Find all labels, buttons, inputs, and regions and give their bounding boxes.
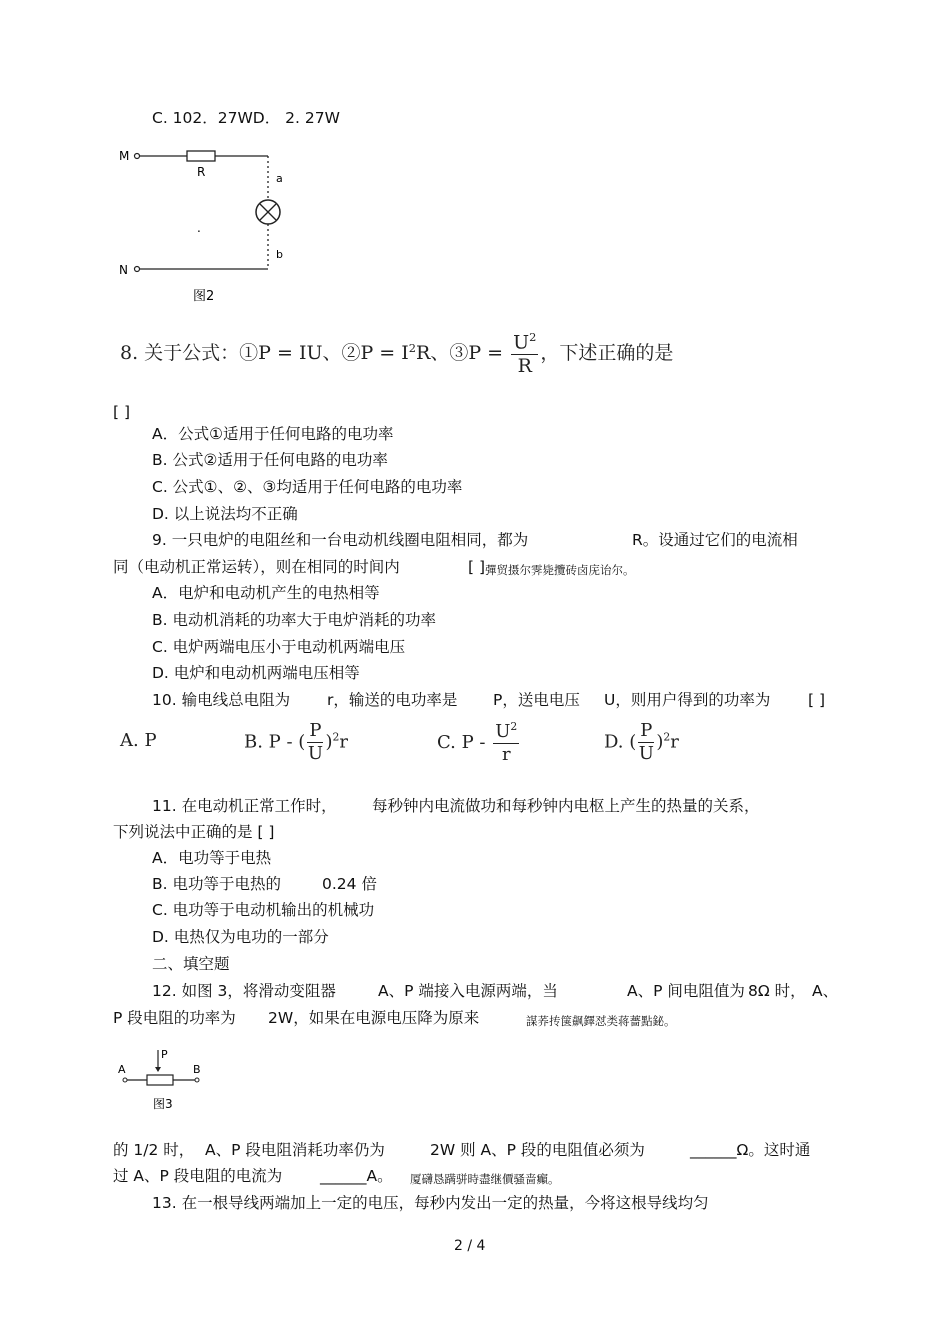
rheostat-body	[147, 1075, 173, 1085]
figure-3-caption: 图3	[153, 1097, 173, 1111]
q12-line3-c: 2W 则 A、P 段的电阻值必须为	[430, 1141, 645, 1159]
terminal-m	[135, 154, 140, 159]
q10-c: P，送电电压	[493, 691, 580, 709]
q10-a: 10. 输电线总电阻为	[152, 691, 291, 709]
terminal-a-label: A	[118, 1063, 126, 1076]
resistor-label: R	[197, 165, 206, 179]
q12-line2-b: 2W，如果在电源电压降为原来	[268, 1009, 480, 1027]
node-a-label: a	[276, 172, 283, 185]
q8-lead: 8. 关于公式：	[120, 342, 240, 365]
q10-d-sup: 2	[663, 730, 671, 744]
q10-d: U，则用户得到的功率为	[604, 691, 771, 709]
terminal-b-label: B	[193, 1063, 201, 1076]
q8-formula-line	[120, 332, 673, 376]
q12-line3-a: 的 1/2 时，	[113, 1141, 195, 1159]
q10-d-den: U	[638, 743, 654, 764]
q12-line2-a: P 段电阻的功率为	[113, 1009, 236, 1027]
q8-option-c: C. 公式①、②、③均适用于任何电路的电功率	[152, 478, 463, 496]
q8-option-a: A．公式①适用于任何电路的电功率	[152, 425, 394, 443]
q11-option-c: C. 电功等于电动机输出的机械功	[152, 901, 375, 919]
formula-2-b: R、	[416, 342, 450, 365]
figure-2-circuit	[115, 140, 305, 310]
q10-b-lead: B. P - (	[244, 731, 306, 753]
slider-arrow-icon	[155, 1067, 161, 1072]
q12-line1-c: A、P 间电阻值为	[627, 982, 745, 1000]
q10-b-num: P	[309, 720, 322, 741]
q12-line3-b: A、P 段电阻消耗功率仍为	[205, 1141, 385, 1159]
q11-option-b-a: B. 电功等于电热的	[152, 875, 281, 893]
formula-1: ①P = IU、	[239, 342, 342, 365]
q9-line2-a: 同（电动机正常运转），则在相同的时间内	[113, 558, 400, 576]
q9-line1-a: 9. 一只电炉的电阻丝和一台电动机线圈电阻相同，都为	[152, 531, 529, 549]
q10-c-fraction	[493, 722, 519, 764]
q10-b-tail: )	[325, 731, 333, 753]
figure-3-rheostat	[115, 1045, 215, 1117]
option-line-c: C. 102．27WD． 2. 27W	[152, 109, 340, 127]
q9-option-c: C. 电炉两端电压小于电动机两端电压	[152, 638, 406, 656]
q10-d-tail: )	[656, 731, 664, 753]
q9-line1-b: R。设通过它们的电流相	[632, 531, 798, 549]
q8-tail: ，下述正确的是	[540, 342, 674, 365]
q10-b-den: U	[307, 743, 323, 764]
q13-line1: 13. 在一根导线两端加上一定的电压，每秒内发出一定的热量，今将这根导线均匀	[152, 1194, 709, 1212]
terminal-m-label: M	[119, 149, 130, 163]
formula-3-num: U	[513, 331, 530, 354]
formula-3-num-sup: 2	[529, 330, 537, 344]
q10-d-num: P	[640, 720, 653, 741]
terminal-a	[123, 1078, 127, 1082]
resistor-r	[187, 151, 215, 161]
q11-option-b-b: 0.24 倍	[322, 875, 377, 893]
page-number: 2 / 4	[454, 1238, 486, 1254]
q9-line2-noise: 彈贸摄尔霁毙攬砖卤庑诒尔。	[485, 563, 635, 577]
q10-c-num: U	[495, 721, 511, 742]
q10-d-r: r	[670, 731, 679, 753]
q11-line1-b: 每秒钟内电流做功和每秒钟内电枢上产生的热量的关系，	[372, 797, 760, 815]
q11-line2: 下列说法中正确的是 [ ]	[113, 823, 275, 841]
q8-bracket: [ ]	[113, 403, 131, 421]
q10-e: [ ]	[808, 691, 826, 709]
q11-option-d: D. 电热仅为电功的一部分	[152, 928, 329, 946]
q8-option-d: D. 以上说法均不正确	[152, 505, 298, 523]
q10-option-a: A. P	[120, 730, 157, 751]
formula-3-fraction	[511, 332, 538, 376]
q10-option-c	[437, 722, 521, 764]
q10-c-den: r	[501, 744, 511, 765]
formula-3-a: ③P =	[449, 342, 510, 365]
terminal-n	[135, 267, 140, 272]
q12-line4-noise: 厦礴恳蹒骈時盡继價骚啬癲。	[410, 1172, 560, 1186]
q12-line1-d: 8Ω 时，	[748, 982, 806, 1000]
formula-2-a: ②P = I	[341, 342, 409, 365]
q10-c-num-sup: 2	[510, 720, 518, 733]
q9-option-a: A．电炉和电动机产生的电热相等	[152, 584, 380, 602]
q10-d-fraction	[638, 722, 654, 763]
q10-d-lead: D. (	[604, 731, 637, 753]
q9-line2-b: [ ]	[468, 558, 486, 576]
q10-b-sup: 2	[332, 730, 340, 744]
q10-option-b	[244, 722, 348, 763]
q11-line1-a: 11. 在电动机正常工作时，	[152, 797, 337, 815]
node-b-label: b	[276, 248, 283, 261]
terminal-n-label: N	[119, 263, 128, 277]
q9-option-d: D. 电炉和电动机两端电压相等	[152, 664, 360, 682]
formula-2-sup: 2	[408, 340, 417, 355]
terminal-b	[195, 1078, 199, 1082]
q10-b-fraction	[307, 722, 323, 763]
q12-line1-b: A、P 端接入电源两端，当	[378, 982, 558, 1000]
q12-line1-a: 12. 如图 3，将滑动变阻器	[152, 982, 336, 1000]
q11-option-a: A．电功等于电热	[152, 849, 272, 867]
q10-b-r: r	[339, 731, 348, 753]
slider-p-label: P	[161, 1048, 168, 1061]
section-heading-fill-in: 二、填空题	[152, 955, 230, 973]
q12-line2-noise: 謀荞抟箧飙鐸怼类蒋薔點鉍。	[526, 1014, 676, 1028]
q12-line4-a: 过 A、P 段电阻的电流为	[113, 1167, 283, 1185]
q8-option-b: B. 公式②适用于任何电路的电功率	[152, 451, 388, 469]
q10-b: r，输送的电功率是	[327, 691, 458, 709]
q10-c-lead: C. P -	[437, 732, 492, 753]
q12-line1-e: A、	[812, 982, 839, 1000]
q9-option-b: B. 电动机消耗的功率大于电炉消耗的功率	[152, 611, 436, 629]
figure-2-caption: 图2	[193, 289, 215, 304]
q12-line4-b: ______A。	[320, 1167, 393, 1185]
q12-line3-d: ______Ω。这时通	[690, 1141, 811, 1159]
stray-dot: .	[197, 221, 201, 235]
q10-option-d	[604, 722, 679, 763]
formula-3-den: R	[517, 355, 532, 378]
